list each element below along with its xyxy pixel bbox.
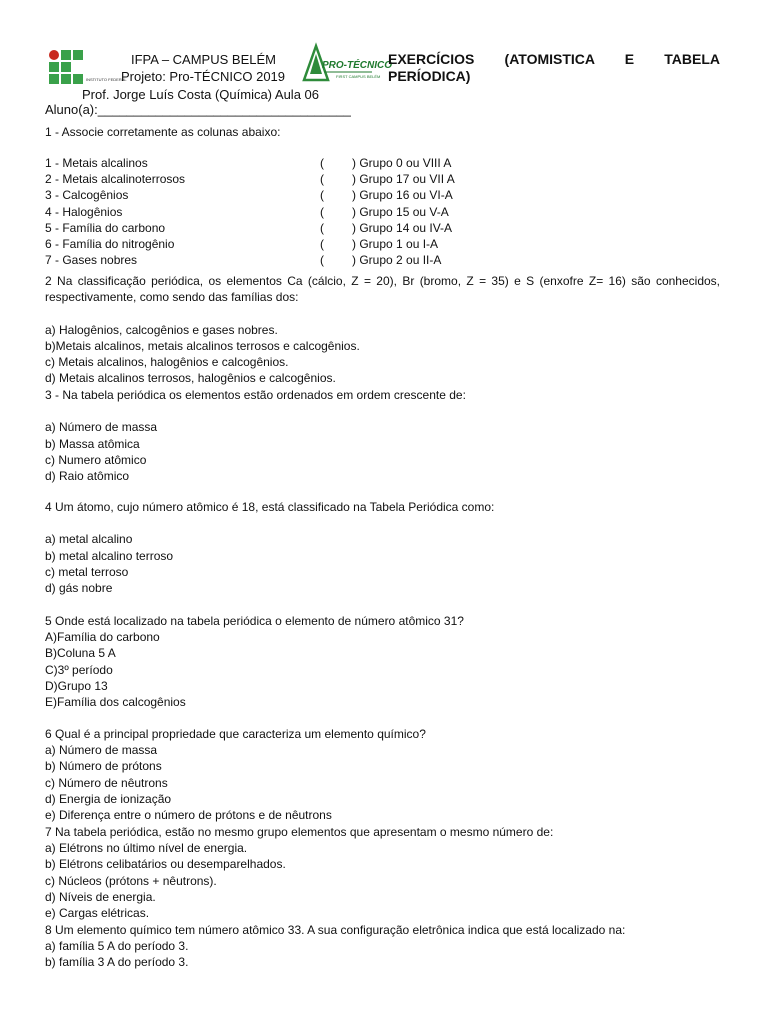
q6-option: b) Número de prótons bbox=[45, 759, 162, 774]
q1-right-label: ) Grupo 17 ou VII A bbox=[352, 172, 455, 187]
q6-option: d) Energia de ionização bbox=[45, 791, 172, 806]
q1-right-label: ) Grupo 15 ou V-A bbox=[352, 204, 449, 219]
q1-right-label: ) Grupo 2 ou II-A bbox=[352, 253, 442, 268]
q4-option: b) metal alcalino terroso bbox=[45, 548, 174, 563]
q3-prompt: 3 - Na tabela periódica os elementos estão ordenados em ordem crescente de: bbox=[45, 388, 466, 402]
q1-left-item: 4 - Halogênios bbox=[45, 204, 123, 219]
q1-right-label: ) Grupo 1 ou I-A bbox=[352, 237, 439, 251]
q5-option: E)Família dos calcogênios bbox=[45, 695, 186, 710]
q1-left-item: 1 - Metais alcalinos bbox=[45, 156, 148, 170]
q1-blank: ( bbox=[320, 172, 324, 187]
q1-right-item bbox=[320, 156, 451, 170]
q1-blank: ( bbox=[320, 204, 324, 219]
q5-option: C)3º período bbox=[45, 662, 113, 677]
q7-block bbox=[45, 824, 720, 921]
q5-option: D)Grupo 13 bbox=[45, 678, 108, 693]
spacer bbox=[45, 515, 720, 531]
q7-option: c) Núcleos (prótons + nêutrons). bbox=[45, 873, 217, 888]
teacher-line: Prof. Jorge Luís Costa (Química) Aula 06 bbox=[82, 87, 319, 102]
q4-option: d) gás nobre bbox=[45, 581, 113, 595]
student-name-field: Aluno(a):___________________________________ bbox=[45, 102, 351, 117]
title-line-2: PERÍODICA) bbox=[388, 68, 471, 84]
title-line-1: EXERCÍCIOS (ATOMISTICA E TABELA bbox=[388, 51, 720, 67]
q1-right-item bbox=[320, 237, 438, 251]
spacer bbox=[45, 305, 720, 321]
q8-option: b) família 3 A do período 3. bbox=[45, 955, 189, 970]
q1-right-item bbox=[320, 253, 441, 267]
q3-block bbox=[45, 387, 720, 484]
q1-right-item bbox=[320, 188, 453, 202]
q2-block bbox=[45, 273, 720, 386]
q5-option: B)Coluna 5 A bbox=[45, 646, 116, 661]
campus-name: IFPA – CAMPUS BELÉM bbox=[131, 52, 276, 67]
q5-block bbox=[45, 613, 720, 710]
spacer bbox=[45, 403, 720, 419]
q2-prompt: 2 Na classificação periódica, os elementos Ca (cálcio, Z = 20), Br (bromo, Z = 35) e S (enxofre Z= 16) são conhecidos, respectivamente, como sendo das famílias dos: bbox=[45, 274, 720, 305]
q1-right-label: ) Grupo 0 ou VIII A bbox=[352, 156, 452, 170]
q6-option: e) Diferença entre o número de prótons e de nêutrons bbox=[45, 808, 332, 823]
q8-block bbox=[45, 922, 720, 971]
q8-option: a) família 5 A do período 3. bbox=[45, 939, 189, 954]
q3-option: c) Numero atômico bbox=[45, 452, 147, 467]
q4-option: a) metal alcalino bbox=[45, 532, 133, 547]
q1-blank: ( bbox=[320, 156, 324, 170]
q2-option: d) Metais alcalinos terrosos, halogênios e calcogênios. bbox=[45, 371, 336, 386]
ifpa-logo-caption: INSTITUTO FEDERAL bbox=[86, 77, 127, 82]
q3-option: b) Massa atômica bbox=[45, 436, 140, 451]
q2-option: c) Metais alcalinos, halogênios e calcogênios. bbox=[45, 355, 289, 369]
pro-tecnico-wordmark: PRO-TÉCNICO bbox=[322, 60, 392, 71]
q6-option: a) Número de massa bbox=[45, 743, 158, 758]
q2-option: b)Metais alcalinos, metais alcalinos terrosos e calcogênios. bbox=[45, 338, 360, 353]
q7-option: d) Níveis de energia. bbox=[45, 889, 156, 904]
q1-right-item bbox=[320, 172, 455, 186]
q1-left-item: 5 - Família do carbono bbox=[45, 220, 166, 235]
q1-right-label: ) Grupo 16 ou VI-A bbox=[352, 188, 453, 203]
q6-block bbox=[45, 726, 720, 823]
q1-right-item bbox=[320, 221, 452, 235]
q8-prompt: 8 Um elemento químico tem número atômico 33. A sua configuração eletrônica indica que está localizado na: bbox=[45, 923, 626, 937]
q1-blank: ( bbox=[320, 253, 324, 268]
q7-option: a) Elétrons no último nível de energia. bbox=[45, 841, 248, 856]
q3-option: d) Raio atômico bbox=[45, 469, 130, 483]
pro-tecnico-caption: FIRST CAMPUS BELÉM bbox=[336, 74, 381, 79]
pro-tecnico-logo bbox=[302, 44, 392, 86]
q4-option: c) metal terroso bbox=[45, 564, 129, 579]
q7-prompt: 7 Na tabela periódica, estão no mesmo grupo elementos que apresentam o mesmo número de: bbox=[45, 825, 554, 839]
q1-prompt: 1 - Associe corretamente as colunas abaixo: bbox=[45, 125, 281, 139]
q7-option: e) Cargas elétricas. bbox=[45, 906, 150, 921]
q2-option: a) Halogênios, calcogênios e gases nobres. bbox=[45, 322, 278, 337]
ifpa-logo bbox=[46, 48, 127, 88]
q1-right-label: ) Grupo 14 ou IV-A bbox=[352, 220, 453, 235]
q1-blank: ( bbox=[320, 188, 324, 203]
q1-left-item: 7 - Gases nobres bbox=[45, 253, 138, 268]
q5-option: A)Família do carbono bbox=[45, 630, 160, 645]
q6-prompt: 6 Qual é a principal propriedade que caracteriza um elemento químico? bbox=[45, 727, 426, 741]
q1-blank: ( bbox=[320, 237, 324, 251]
q1-left-item: 3 - Calcogênios bbox=[45, 188, 129, 203]
q3-option: a) Número de massa bbox=[45, 420, 158, 435]
q5-prompt: 5 Onde está localizado na tabela periódica o elemento de número atômico 31? bbox=[45, 614, 464, 628]
q1-blank: ( bbox=[320, 220, 324, 235]
q7-option: b) Elétrons celibatários ou desemparelhados. bbox=[45, 857, 286, 872]
q1-left-item: 2 - Metais alcalinoterrosos bbox=[45, 172, 186, 187]
q6-option: c) Número de nêutrons bbox=[45, 775, 168, 790]
q4-prompt: 4 Um átomo, cujo número atômico é 18, está classificado na Tabela Periódica como: bbox=[45, 500, 495, 514]
q4-block bbox=[45, 499, 720, 596]
project-name: Projeto: Pro-TÉCNICO 2019 bbox=[121, 69, 286, 84]
page-title bbox=[388, 51, 720, 85]
q1-right-item bbox=[320, 205, 449, 219]
q1-left-item: 6 - Família do nitrogênio bbox=[45, 237, 175, 251]
